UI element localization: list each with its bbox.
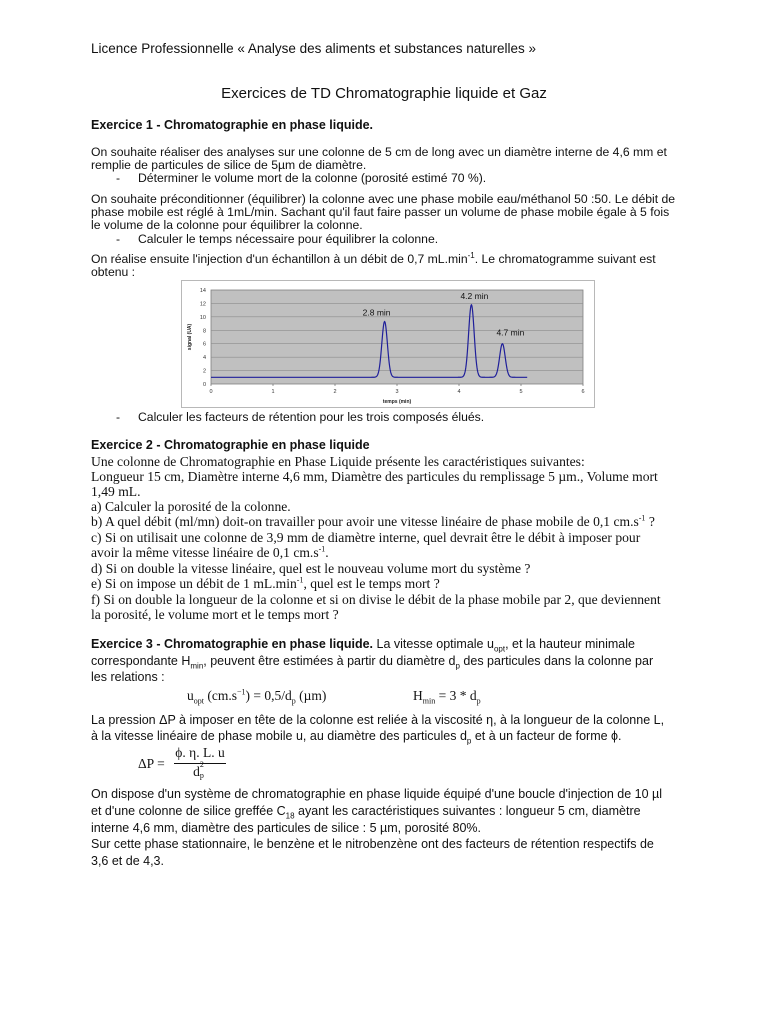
y-tick-label: 12	[199, 301, 206, 308]
ex3-paragraph-4-line-1: Sur cette phase stationnaire, le benzène et le nitrobenzène ont des facteurs de rétention respectifs de	[91, 837, 654, 851]
ex1-paragraph-3-line-2: obtenu :	[91, 265, 136, 279]
ex1-paragraph-1-line-2: remplie de particules de silice de 5µm de diamètre.	[91, 158, 367, 172]
ex2-question-c-line-2: avoir la même vitesse linéaire de 0,1 $cm.s^{-1}$.	[91, 544, 329, 560]
course-header: Licence Professionnelle « Analyse des aliments et substances naturelles »	[91, 41, 537, 56]
ex3-paragraph-2-line-1: La pression ΔP à imposer en tête de la colonne est reliée à la viscosité η, à la longueur de la colonne L,	[91, 713, 665, 727]
ex2-question-d: d) Si on double la vitesse linéaire, quel est le nouveau volume mort du système ?	[91, 561, 531, 576]
peak-label: 4.2 min	[460, 290, 489, 301]
ex2-question-e: e) Si on impose un débit de 1 $mL.\min^{-1}$, quel est le temps mort ?	[91, 575, 440, 591]
y-tick-label: 0	[202, 382, 206, 388]
ex2-question-f-line-2: la porosité, le volume mort et le temps mort ?	[91, 607, 339, 622]
x-tick-label: 3	[395, 389, 399, 395]
exercise-2-title: Exercice 2 - Chromatographie en phase liquide	[91, 438, 370, 452]
y-tick-label: 4	[202, 355, 206, 362]
x-axis-label: temps (min)	[382, 399, 412, 405]
x-tick-label: 2	[333, 389, 337, 395]
peak-label: 2.8 min	[362, 307, 391, 318]
ex3-line-1: Exercice 3 - Chromatographie en phase liquide. La vitesse optimale $u_{opt}$, et la hauteur minimale	[91, 637, 635, 654]
ex2-question-a: a) Calculer la porosité de la colonne.	[91, 499, 291, 514]
page-title: Exercices de TD Chromatographie liquide et Gaz	[221, 85, 547, 102]
bullet-text: Déterminer le volume mort de la colonne (porosité estimé 70 %).	[138, 171, 487, 185]
y-tick-label: 8	[202, 328, 206, 335]
ex2-line-2: Longueur 15 cm, Diamètre interne 4,6 mm, Diamètre des particules du remplissage 5 µm., Volume mort	[91, 469, 658, 484]
x-tick-label: 4	[457, 389, 461, 395]
ex1-paragraph-1-line-1: On souhaite réaliser des analyses sur une colonne de 5 cm de long avec un diamètre interne de 4,6 mm et	[91, 145, 667, 159]
y-tick-label: 10	[199, 314, 206, 321]
y-tick-label: 6	[202, 341, 206, 348]
ex3-paragraph-2-line-2: à la vitesse linéaire de phase mobile u, au diamètre des particules $d_p$ et à un facteur de forme ϕ.	[91, 729, 622, 746]
ex2-line-3: 1,49 mL.	[91, 484, 141, 499]
bullet-text: Calculer le temps nécessaire pour équilibrer la colonne.	[138, 232, 439, 246]
ex1-bullet-1	[0, 172, 768, 186]
ex1-paragraph-3-line-1: On réalise ensuite l'injection d'un échantillon à un débit de 0,7 $mL.\min^{-1}$. Le chromatogramme suivant est	[91, 250, 656, 266]
ex1-paragraph-2-line-2: phase mobile est réglé à 1mL/min. Sachant qu'il faut faire passer un volume de phase mobile égale à 5 fois	[91, 205, 670, 219]
bullet-text: Calculer les facteurs de rétention pour les trois composés élués.	[138, 410, 485, 424]
ex3-paragraph-4-line-2: 3,6 et de 4,3.	[91, 854, 164, 868]
x-tick-label: 0	[209, 389, 213, 395]
y-axis-label: signal (UA)	[187, 323, 193, 351]
ex1-bullet-2	[0, 233, 768, 247]
ex3-paragraph-3-line-1: On dispose d'un système de chromatographie en phase liquide équipé d'une boucle d'injection de 10 µl	[91, 787, 662, 801]
ex3-line-2: correspondante $H_{min}$, peuvent être estimées à partir du diamètre $d_p$ des particules dans la colonne par	[91, 654, 654, 671]
ex2-question-f-line-1: f) Si on double la longueur de la colonne et si on divise le débit de la phase mobile par 2, que deviennent	[91, 592, 661, 607]
ex1-bullet-3	[0, 411, 768, 425]
x-tick-label: 5	[519, 389, 523, 395]
peak-label: 4.7 min	[496, 327, 525, 338]
ex1-paragraph-2-line-3: le volume de la colonne pour équilibrer la colonne.	[91, 218, 363, 232]
ex2-line-1: Une colonne de Chromatographie en Phase Liquide présente les caractéristiques suivantes:	[91, 454, 585, 469]
ex2-question-b: b) A quel débit (ml/mn) doit-on travailler pour avoir une vitesse linéaire de phase mobile de 0,1 $cm.s^{-1}$ ?	[91, 513, 655, 529]
formula-u-opt: $u_{opt}$ $(cm.s^{-1}) = 0,5/d_p$ (µm)	[187, 687, 327, 706]
y-tick-label: 2	[202, 368, 206, 375]
formula-delta-p-denominator: d 2 p	[193, 760, 204, 780]
ex2-question-c-line-1: c) Si on utilisait une colonne de 3,9 mm de diamètre interne, quel devrait être le débit à imposer pour	[91, 530, 641, 545]
x-tick-label: 6	[581, 389, 585, 395]
chromatogram-svg	[181, 280, 595, 408]
ex3-paragraph-3-line-3: interne 4,6 mm, diamètre des particules de silice : 5 µm, porosité 80%.	[91, 821, 482, 835]
formula-h-min: $H_{min} = 3 * d_p$	[413, 688, 481, 706]
ex3-line-3: les relations :	[91, 670, 165, 684]
y-tick-label: 14	[199, 288, 206, 294]
plot-area	[211, 290, 583, 384]
ex3-paragraph-3-line-2: et d'une colonne de silice greffée $C_{18}$ ayant les caractéristiques suivantes : longueur 5 cm, diamètre	[91, 804, 641, 821]
bullet-dash: -	[116, 410, 121, 424]
bullet-dash: -	[116, 171, 121, 185]
chromatogram-chart	[181, 280, 595, 408]
x-tick-label: 1	[271, 389, 275, 395]
exercise-3-title: Exercice 3 - Chromatographie en phase liquide.	[91, 637, 374, 651]
bullet-dash: -	[116, 232, 121, 246]
exercise-1-title: Exercice 1 - Chromatographie en phase liquide.	[91, 118, 374, 132]
formula-delta-p-numerator: ϕ. η. L. u	[175, 745, 225, 760]
formula-delta-p-lhs: ΔP =	[138, 756, 165, 771]
ex1-paragraph-2-line-1: On souhaite préconditionner (équilibrer) la colonne avec une phase mobile eau/méthanol 50 :50. Le débit de	[91, 192, 676, 206]
